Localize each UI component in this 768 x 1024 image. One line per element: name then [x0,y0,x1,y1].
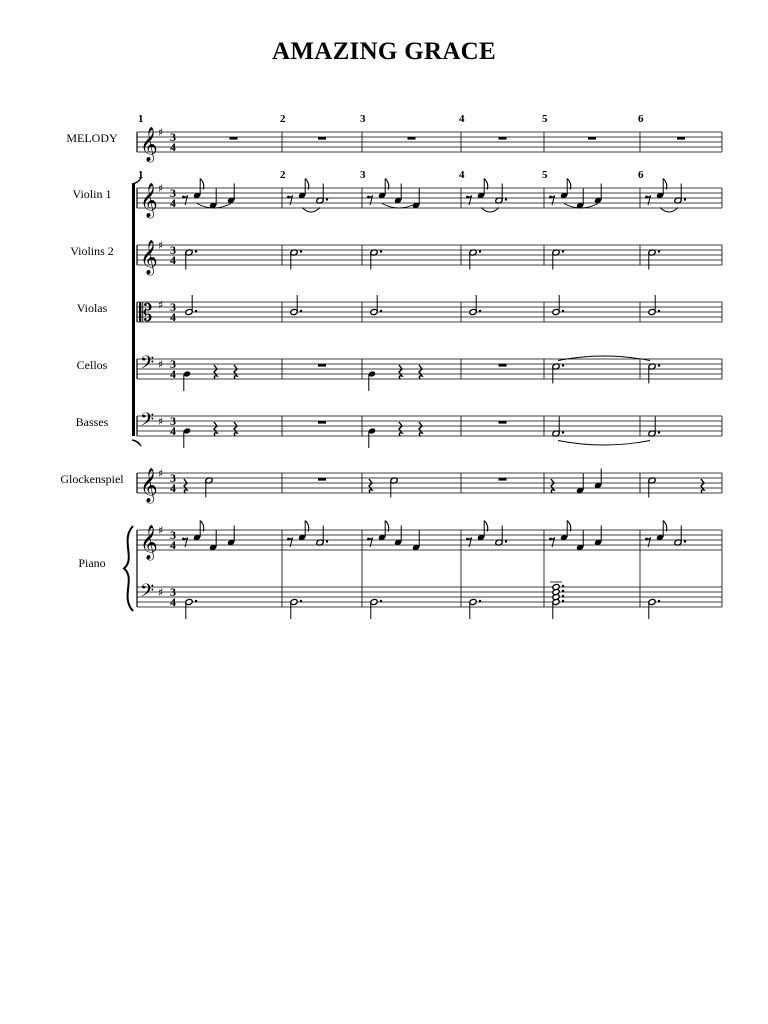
staff-violins2 [137,245,722,265]
whole-rest [318,478,326,481]
key-signature-sharp: ♯ [158,182,164,195]
quarter-rest [234,365,237,379]
whole-rest [318,364,326,367]
time-signature-bottom: 4 [170,253,176,267]
quarter-rest [419,365,422,379]
measure-number: 5 [542,113,548,125]
eighth-rest-stroke [289,196,293,205]
treble-clef-icon: 𝄞 [140,468,158,503]
part-label-cellos: Cellos [76,358,108,372]
alto-clef-icon: 𝄡 [139,299,153,327]
measure-number: 1 [138,113,144,125]
time-signature-top: 3 [170,243,176,257]
augmentation-dot [380,250,382,252]
key-signature-sharp: ♯ [158,126,164,139]
measure-number: 6 [638,113,644,125]
augmentation-dot [562,431,564,433]
quarter-rest [399,365,402,379]
quarter-rest [184,479,187,493]
measure-number: 6 [638,169,644,181]
eighth-rest-stroke [551,538,555,547]
augmentation-dot [479,250,481,252]
quarter-rest [214,365,217,379]
measure-number: 3 [360,113,366,125]
piano-brace [124,526,133,611]
augmentation-dot [326,540,328,542]
augmentation-dot [562,590,564,592]
measure-number: 4 [459,113,465,125]
key-signature-sharp: ♯ [158,524,164,537]
time-signature-top: 3 [170,528,176,542]
time-signature-bottom: 4 [170,595,176,609]
eighth-rest-stroke [551,196,555,205]
tie [558,356,650,361]
eighth-rest-stroke [468,538,472,547]
slur [382,204,416,209]
augmentation-dot [195,600,197,602]
eighth-rest-stroke [184,196,188,205]
eighth-rest-stroke [647,196,651,205]
measure-number: 2 [280,113,286,125]
time-signature-top: 3 [170,130,176,144]
eighth-rest-stroke [647,538,651,547]
augmentation-dot [562,600,564,602]
key-signature-sharp: ♯ [158,298,164,312]
whole-rest [677,137,685,140]
augmentation-dot [300,600,302,602]
time-signature-bottom: 4 [170,538,176,552]
augmentation-dot [562,364,564,366]
measure-number: 2 [280,169,286,181]
bass-clef-icon: 𝄢 [140,581,155,606]
whole-rest [499,421,507,424]
whole-rest [499,478,507,481]
augmentation-dot [658,310,660,312]
time-signature-bottom: 4 [170,196,176,210]
augmentation-dot [326,198,328,200]
augmentation-dot [195,310,197,312]
augmentation-dot [300,250,302,252]
augmentation-dot [505,198,507,200]
strings-bracket [132,184,135,436]
treble-clef-icon: 𝄞 [140,183,158,218]
time-signature-bottom: 4 [170,310,176,324]
augmentation-dot [562,595,564,597]
part-label-violin1: Violin 1 [72,187,112,201]
time-signature-top: 3 [170,186,176,200]
augmentation-dot [562,310,564,312]
bracket-bottom-hook [132,440,141,446]
augmentation-dot [658,364,660,366]
staff-melody [137,132,722,152]
augmentation-dot [658,250,660,252]
augmentation-dot [380,310,382,312]
quarter-rest [399,422,402,436]
quarter-rest [214,422,217,436]
whole-rest [499,364,507,367]
augmentation-dot [658,431,660,433]
score-title: AMAZING GRACE [271,38,497,65]
part-label-melody: MELODY [66,131,118,145]
eighth-rest-stroke [369,196,373,205]
whole-rest [318,137,326,140]
treble-clef-icon: 𝄞 [140,240,158,275]
time-signature-bottom: 4 [170,140,176,154]
eighth-rest-stroke [369,538,373,547]
bass-clef-icon: 𝄢 [140,353,155,378]
part-label-basses: Basses [75,415,109,429]
augmentation-dot [562,585,564,587]
augmentation-dot [380,600,382,602]
measure-number: 4 [459,169,465,181]
part-label-glockenspiel: Glockenspiel [60,472,124,486]
measure-number: 5 [542,169,548,181]
key-signature-sharp: ♯ [158,415,164,428]
quarter-rest [701,479,704,493]
augmentation-dot [505,540,507,542]
eighth-rest-stroke [468,196,472,205]
key-signature-sharp: ♯ [158,239,164,252]
whole-rest [408,137,416,140]
augmentation-dot [479,310,481,312]
quarter-rest [551,479,554,493]
part-label-piano: Piano [78,556,106,570]
time-signature-top: 3 [170,300,176,314]
key-signature-sharp: ♯ [158,467,164,480]
tie [558,441,650,446]
augmentation-dot [562,250,564,252]
augmentation-dot [195,250,197,252]
staff-piano-treble [137,530,722,550]
staff-glockenspiel [137,473,722,493]
staff-violas [137,302,722,322]
eighth-rest-stroke [289,538,293,547]
staff-violin1 [137,188,722,208]
augmentation-dot [684,540,686,542]
time-signature-bottom: 4 [170,367,176,381]
staff-basses [137,416,722,436]
bass-clef-icon: 𝄢 [140,410,155,435]
part-label-violas: Violas [76,301,108,315]
part-label-violins2: Violins 2 [70,244,114,258]
quarter-rest [419,422,422,436]
key-signature-sharp: ♯ [158,358,164,371]
time-signature-top: 3 [170,414,176,428]
staff-cellos [137,359,722,379]
measure-number: 3 [360,169,366,181]
time-signature-bottom: 4 [170,424,176,438]
time-signature-top: 3 [170,357,176,371]
augmentation-dot [479,600,481,602]
whole-rest [230,137,238,140]
augmentation-dot [300,310,302,312]
measure-number: 1 [138,169,144,181]
augmentation-dot [684,198,686,200]
staff-piano-bass [137,587,722,607]
treble-clef-icon: 𝄞 [140,127,158,162]
eighth-rest-stroke [184,538,188,547]
treble-clef-icon: 𝄞 [140,525,158,560]
whole-rest [318,421,326,424]
key-signature-sharp: ♯ [158,586,164,599]
whole-rest [588,137,596,140]
time-signature-top: 3 [170,471,176,485]
whole-rest [499,137,507,140]
time-signature-top: 3 [170,585,176,599]
augmentation-dot [658,600,660,602]
quarter-rest [369,479,372,493]
time-signature-bottom: 4 [170,481,176,495]
quarter-rest [234,422,237,436]
